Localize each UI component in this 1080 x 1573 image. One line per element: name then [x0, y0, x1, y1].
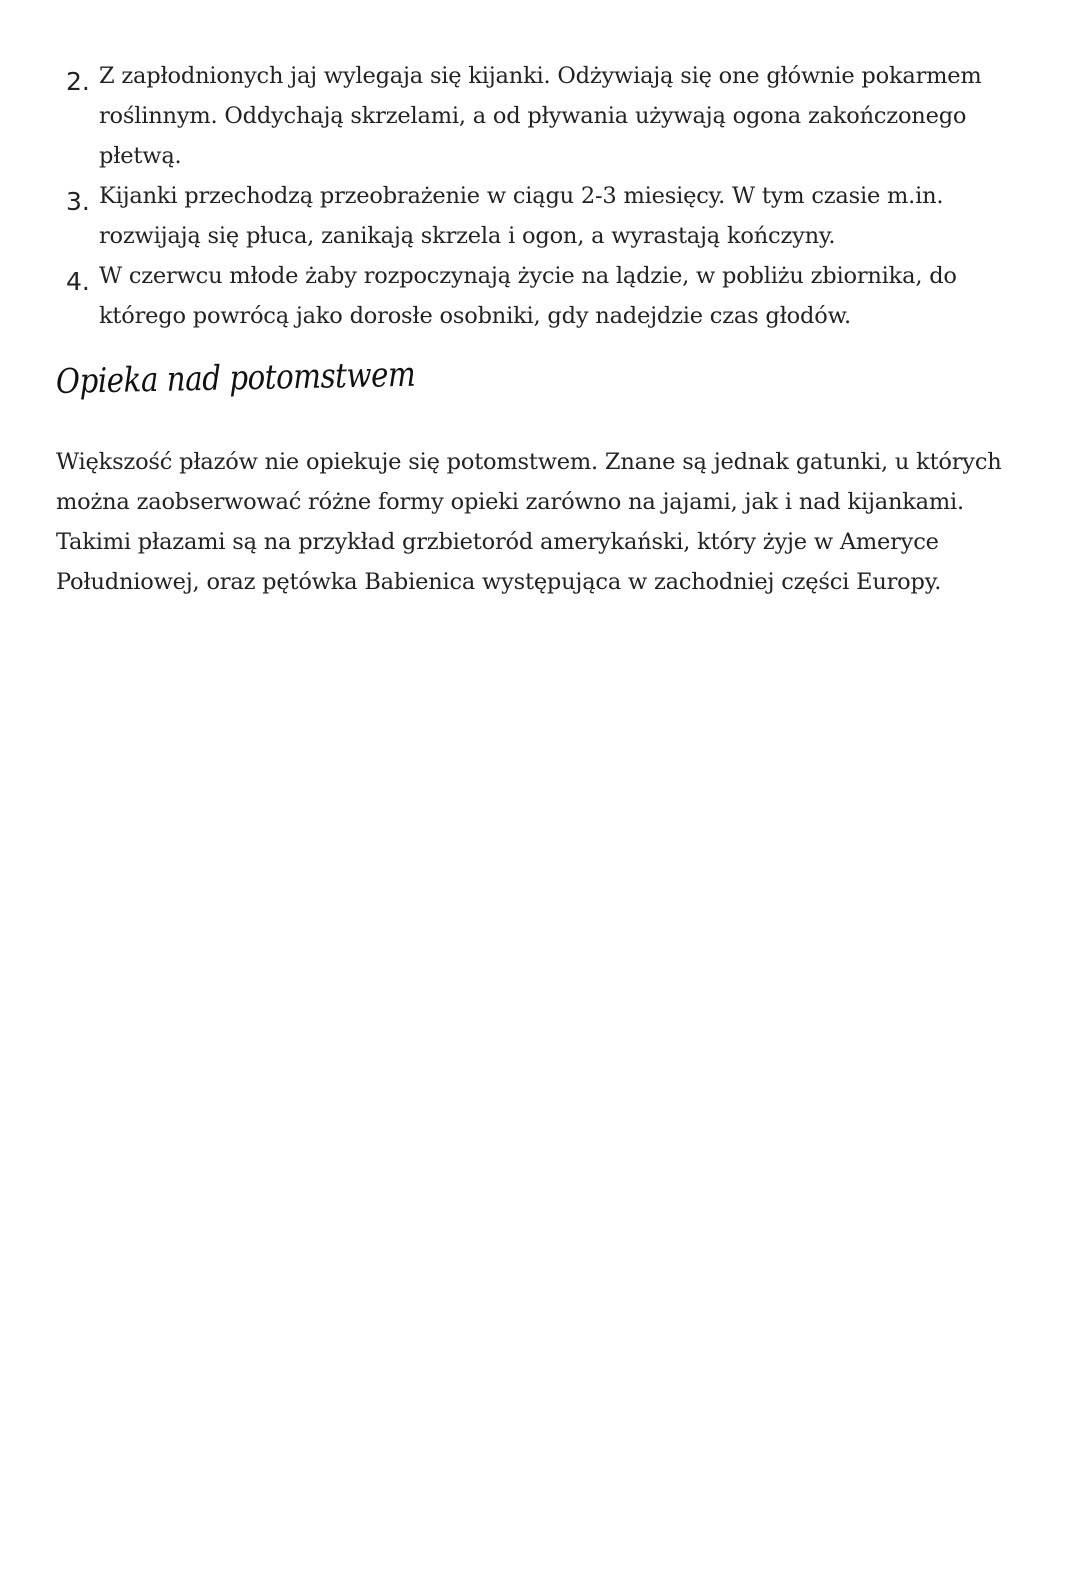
lifecycle-list	[66, 56, 1026, 336]
list-item-text: Z zapłodnionych jaj wylegaja się kijanki. Odżywiają się one głównie pokarmem roślinnym. Oddychają skrzelami, a od pływania używają ogona zakończonego płetwą.	[99, 63, 982, 169]
section-heading: Opieka nad potomstwem	[55, 354, 416, 402]
list-item-number: 3.	[66, 187, 90, 216]
list-item	[66, 256, 1026, 336]
section-paragraph: Większość płazów nie opiekuje się potomstwem. Znane są jednak gatunki, u których można zaobserwować różne formy opieki zarówno na jajami, jak i nad kijankami. Takimi płazami są na przykład grzbietoród amerykański, który żyje w Ameryce Południowej, oraz pętówka Babienica występująca w zachodniej części Europy.	[56, 449, 1002, 595]
list-item-number: 4.	[66, 267, 90, 296]
list-item	[66, 176, 1026, 256]
list-item	[66, 56, 1026, 176]
list-item-text: Kijanki przechodzą przeobrażenie w ciągu 2-3 miesięcy. W tym czasie m.in. rozwijają się płuca, zanikają skrzela i ogon, a wyrastają kończyny.	[99, 183, 944, 249]
list-item-number: 2.	[66, 67, 90, 96]
list-item-text: W czerwcu młode żaby rozpoczynają życie na lądzie, w pobliżu zbiornika, do którego powrócą jako dorosłe osobniki, gdy nadejdzie czas głodów.	[99, 263, 957, 329]
